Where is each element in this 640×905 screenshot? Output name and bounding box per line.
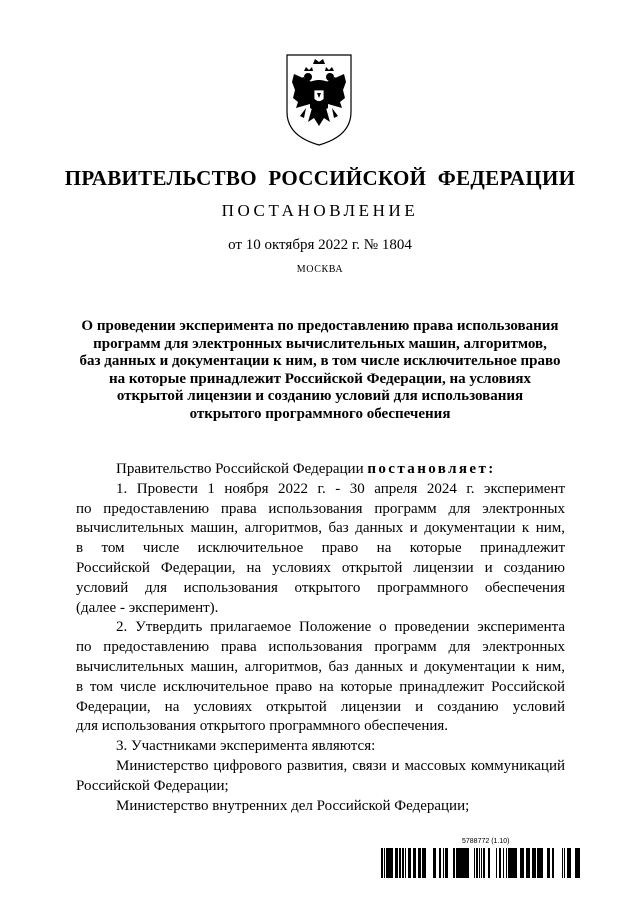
heading-line: программ для электронных вычислительных машин, алгоритмов, xyxy=(93,335,547,352)
heading-line: открытой лицензии и созданию условий для использования xyxy=(116,388,524,405)
document-heading xyxy=(70,318,570,424)
coat-of-arms-emblem xyxy=(284,52,354,148)
body-line: для использования открытого программного обеспечения. xyxy=(76,718,449,735)
heading-line: баз данных и документации к ним, в том числе исключительное право xyxy=(79,353,561,370)
document-id-label: 5788772 (1.10) xyxy=(462,838,510,845)
body-line: в том числе исключительное право на которые принадлежит xyxy=(76,540,565,557)
body-line: Федерации, на условиях открытой лицензии и созданию условий xyxy=(76,698,565,715)
preamble-verb: постановляет: xyxy=(367,461,496,477)
body-line: Министерство внутренних дел Российской Федерации; xyxy=(116,797,470,814)
body-line: по предоставлению права использования программ для электронных xyxy=(76,639,565,656)
body-line: 3. Участниками эксперимента являются: xyxy=(116,738,376,755)
document-date-number: от 10 октября 2022 г. № 1804 xyxy=(228,237,412,253)
document-city: МОСКВА xyxy=(296,264,344,275)
body-line: Российской Федерации; xyxy=(76,777,229,794)
body-line: вычислительных машин, алгоритмов, баз данных и документации к ним, xyxy=(76,658,565,675)
body-line: в том числе исключительное право на которые принадлежит Российской xyxy=(76,678,565,695)
body-line: Министерство цифрового развития, связи и массовых коммуникаций xyxy=(116,757,565,774)
body-line: 2. Утвердить прилагаемое Положение о проведении эксперимента xyxy=(116,619,565,636)
document-type: ПОСТАНОВЛЕНИЕ xyxy=(221,201,419,220)
heading-line: открытого программного обеспечения xyxy=(189,405,451,422)
body-line: условий для использования открытого программного обеспечения xyxy=(76,579,565,596)
preamble-line xyxy=(76,460,565,480)
government-title: ПРАВИТЕЛЬСТВО РОССИЙСКОЙ ФЕДЕРАЦИИ xyxy=(64,166,576,190)
body-line: Российской Федерации, на условиях открытой лицензии и созданию xyxy=(76,559,565,576)
body-line: по предоставлению права использования программ для электронных xyxy=(76,500,565,517)
heading-line: О проведении эксперимента по предоставлению права использования xyxy=(81,318,559,334)
body-line: вычислительных машин, алгоритмов, баз данных и документации к ним, xyxy=(76,520,565,537)
heading-line: на которые принадлежит Российской Федерации, на условиях xyxy=(108,370,532,387)
document-body xyxy=(76,460,565,816)
preamble-text: Правительство Российской Федерации xyxy=(116,461,368,477)
double-headed-eagle-icon xyxy=(284,52,354,148)
barcode-image xyxy=(380,848,580,878)
body-line: (далее - эксперимент). xyxy=(76,599,219,616)
body-line: 1. Провести 1 ноября 2022 г. - 30 апреля 2024 г. эксперимент xyxy=(116,480,565,497)
